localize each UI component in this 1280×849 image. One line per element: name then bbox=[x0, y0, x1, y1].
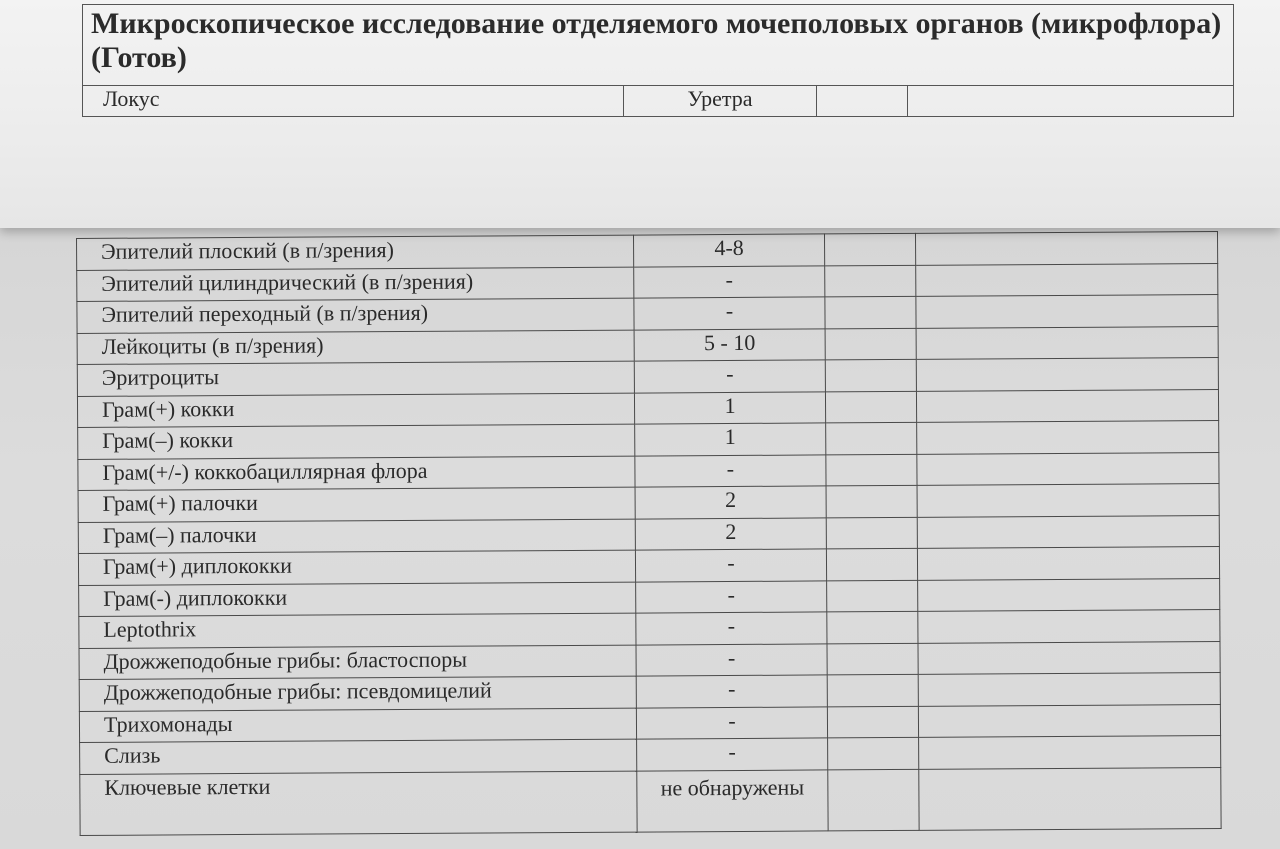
parameter-name: Ключевые клетки bbox=[80, 771, 637, 835]
empty-cell bbox=[918, 641, 1220, 674]
empty-cell bbox=[917, 484, 1219, 517]
parameter-value: не обнаружены bbox=[637, 769, 828, 831]
parameter-value: - bbox=[634, 297, 825, 330]
empty-cell bbox=[916, 389, 1218, 422]
parameter-value: - bbox=[636, 612, 827, 645]
parameter-name: Грам(+/-) коккобациллярная флора bbox=[78, 456, 635, 491]
parameter-name: Эпителий переходный (в п/зрения) bbox=[77, 298, 634, 333]
empty-cell bbox=[827, 674, 918, 706]
parameter-name: Эритроциты bbox=[77, 361, 634, 396]
parameter-value: 4-8 bbox=[633, 234, 824, 267]
empty-cell bbox=[826, 422, 917, 454]
empty-cell bbox=[827, 580, 918, 612]
locus-label: Локус bbox=[83, 86, 624, 117]
empty-cell bbox=[916, 358, 1218, 391]
bottom-sheet bbox=[0, 228, 1280, 849]
parameter-name: Грам(+) палочки bbox=[78, 487, 635, 522]
form-title: Микроскопическое исследование отделяемого мочеполовых органов (микрофлора) (Готов) bbox=[83, 5, 1234, 86]
parameter-name: Грам(–) кокки bbox=[78, 424, 635, 459]
empty-cell bbox=[918, 610, 1220, 643]
empty-cell bbox=[919, 767, 1221, 830]
parameter-name: Грам(+) диплококки bbox=[78, 550, 635, 585]
parameter-name: Грам(-) диплококки bbox=[79, 582, 636, 617]
empty-cell bbox=[917, 515, 1219, 548]
empty-cell bbox=[825, 391, 916, 423]
empty-cell bbox=[918, 704, 1220, 737]
parameter-value: - bbox=[634, 265, 825, 298]
empty-cell bbox=[919, 736, 1221, 769]
top-sheet bbox=[0, 0, 1280, 228]
parameter-value: 5 - 10 bbox=[634, 328, 825, 361]
empty-cell bbox=[917, 421, 1219, 454]
parameter-value: - bbox=[637, 738, 828, 771]
parameter-value: 1 bbox=[635, 423, 826, 456]
empty-cell bbox=[916, 295, 1218, 328]
parameter-name: Leptothrix bbox=[79, 613, 636, 648]
empty-cell bbox=[915, 232, 1217, 265]
results-table bbox=[76, 231, 1222, 835]
parameter-value: - bbox=[636, 675, 827, 708]
empty-cell bbox=[826, 485, 917, 517]
locus-value: Уретра bbox=[624, 86, 817, 117]
empty-cell bbox=[817, 86, 908, 117]
parameter-name: Эпителий цилиндрический (в п/зрения) bbox=[77, 267, 634, 302]
empty-cell bbox=[827, 706, 918, 738]
parameter-name: Лейкоциты (в п/зрения) bbox=[77, 330, 634, 365]
locus-row bbox=[83, 86, 1234, 117]
empty-cell bbox=[826, 548, 917, 580]
parameter-value: 2 bbox=[635, 486, 826, 519]
empty-cell bbox=[916, 263, 1218, 296]
parameter-value: 2 bbox=[635, 517, 826, 550]
parameter-value: - bbox=[634, 360, 825, 393]
empty-cell bbox=[827, 643, 918, 675]
empty-cell bbox=[917, 547, 1219, 580]
parameter-name: Грам(+) кокки bbox=[77, 393, 634, 428]
empty-cell bbox=[918, 578, 1220, 611]
parameter-name: Дрожжеподобные грибы: псевдомицелий bbox=[79, 676, 636, 711]
empty-cell bbox=[918, 673, 1220, 706]
empty-cell bbox=[825, 296, 916, 328]
parameter-value: - bbox=[636, 643, 827, 676]
parameter-value: - bbox=[635, 454, 826, 487]
parameter-value: - bbox=[635, 549, 826, 582]
empty-cell bbox=[826, 454, 917, 486]
empty-cell bbox=[825, 359, 916, 391]
empty-cell bbox=[917, 452, 1219, 485]
empty-cell bbox=[825, 328, 916, 360]
parameter-name: Эпителий плоский (в п/зрения) bbox=[77, 235, 634, 270]
table-row bbox=[80, 767, 1221, 835]
parameter-value: - bbox=[636, 706, 827, 739]
results-body bbox=[77, 232, 1222, 835]
empty-cell bbox=[916, 326, 1218, 359]
empty-cell bbox=[908, 86, 1234, 117]
header-table bbox=[82, 4, 1234, 117]
parameter-value: 1 bbox=[634, 391, 825, 424]
empty-cell bbox=[825, 265, 916, 297]
parameter-value: - bbox=[636, 580, 827, 613]
empty-cell bbox=[828, 769, 919, 831]
empty-cell bbox=[828, 737, 919, 769]
empty-cell bbox=[824, 233, 915, 265]
parameter-name: Трихомонады bbox=[79, 708, 636, 743]
parameter-name: Грам(–) палочки bbox=[78, 519, 635, 554]
empty-cell bbox=[827, 611, 918, 643]
parameter-name: Слизь bbox=[80, 739, 637, 774]
parameter-name: Дрожжеподобные грибы: бластоспоры bbox=[79, 645, 636, 680]
empty-cell bbox=[826, 517, 917, 549]
